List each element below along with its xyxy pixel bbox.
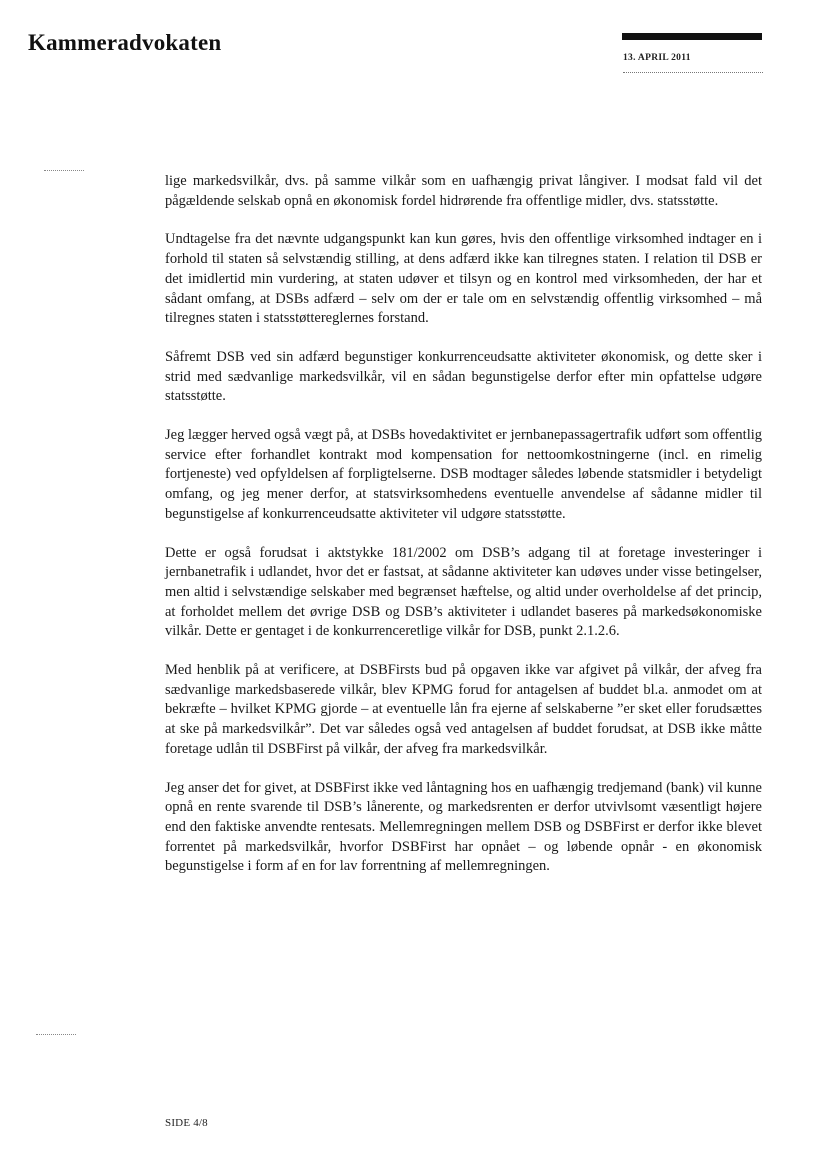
firm-name: Kammeradvokaten: [28, 30, 222, 55]
body-text: [165, 172, 762, 896]
paragraph: Med henblik på at verificere, at DSBFirsts bud på opgaven ikke var afgivet på vilkår, der afveg fra sædvanlige markedsbaserede vilkår, blev KPMG forud for antagelsen af buddet bl.a. anmodet om at bekræfte – hvilket KPMG gjorde – at eventuelle lån fra ejerne af selskaberne ”er sket eller forudsættes at ske på markedsvilkår”. Det var således også ved antagelsen af buddet forudsat, at DSB ikke måtte foretage udlån til DSBFirst på vilkår, der afveg fra markedsvilkår.: [165, 662, 762, 757]
page-number: SIDE 4/8: [165, 1117, 208, 1129]
header-rule: [622, 33, 762, 40]
paragraph: Undtagelse fra det nævnte udgangspunkt kan kun gøres, hvis den offentlige virksomhed indtager en i forhold til staten så selvstændig stilling, at dens adfærd ikke kan tilregnes staten. I relation til DSB er det imidlertid min vurdering, at staten udøver et tilsyn og en kontrol med virksomheden, der har et sådant omfang, at DSBs adfærd – selv om der er tale om en selvstændig offentlig virksomhed – må tilregnes staten i statsstøttereglernes forstand.: [165, 231, 762, 327]
paragraph: Jeg lægger herved også vægt på, at DSBs hovedaktivitet er jernbanepassagertrafik udført som offentlig service efter forhandlet kontrakt mod kompensation for nettoomkostningerne (incl. en rimelig fortjeneste) ved opfyldelsen af forpligtelserne. DSB modtager således løbende statsmidler i betydeligt omfang, og jeg mener derfor, at statsvirksomhedens eventuelle anvendelse af sådanne midler til begunstigelse af konkurrenceudsatte aktiviteter vil udgøre statsstøtte.: [165, 427, 762, 522]
header-dotted-rule: [623, 72, 763, 73]
paragraph: lige markedsvilkår, dvs. på samme vilkår som en uafhængig privat långiver. I modsat fald vil det pågældende selskab opnå en økonomisk fordel hidrørende fra offentlige midler, dvs. statsstøtte.: [165, 173, 762, 209]
document-date: 13. APRIL 2011: [623, 53, 691, 63]
paragraph: Dette er også forudsat i aktstykke 181/2002 om DSB’s adgang til at foretage investeringer i jernbanetrafik i udlandet, hvor det er fastsat, at sådanne aktiviteter kan udøves under visse betingelser, men altid i selvstændige selskaber med begrænset hæftelse, og altid under overholdelse af det princip, at forholdet mellem det øvrige DSB og DSB’s aktiviteter i udlandet baseres på markedsøkonomiske vilkår. Dette er gentaget i de konkurrenceretlige vilkår for DSB, punkt 2.1.2.6.: [165, 544, 762, 640]
margin-mark-top: [44, 170, 84, 171]
margin-mark-bottom: [36, 1034, 76, 1035]
paragraph: Jeg anser det for givet, at DSBFirst ikke ved låntagning hos en uafhængig tredjemand (bank) vil kunne opnå en rente svarende til DSB’s lånerente, og markedsrenten er derfor utvivlsomt væsentligt højere end den faktiske anvendte rentesats. Mellemregningen mellem DSB og DSBFirst er derfor ikke blevet forrentet på markedsvilkår, hvorfor DSBFirst har opnået – og løbende opnår - en økonomisk begunstigelse i form af en for lav forrentning af mellemregningen.: [165, 779, 762, 875]
paragraph: Såfremt DSB ved sin adfærd begunstiger konkurrenceudsatte aktiviteter økonomisk, og dette sker i strid med sædvanlige markedsvilkår, vil en sådan begunstigelse derfor efter min opfattelse udgøre statsstøtte.: [165, 348, 762, 405]
